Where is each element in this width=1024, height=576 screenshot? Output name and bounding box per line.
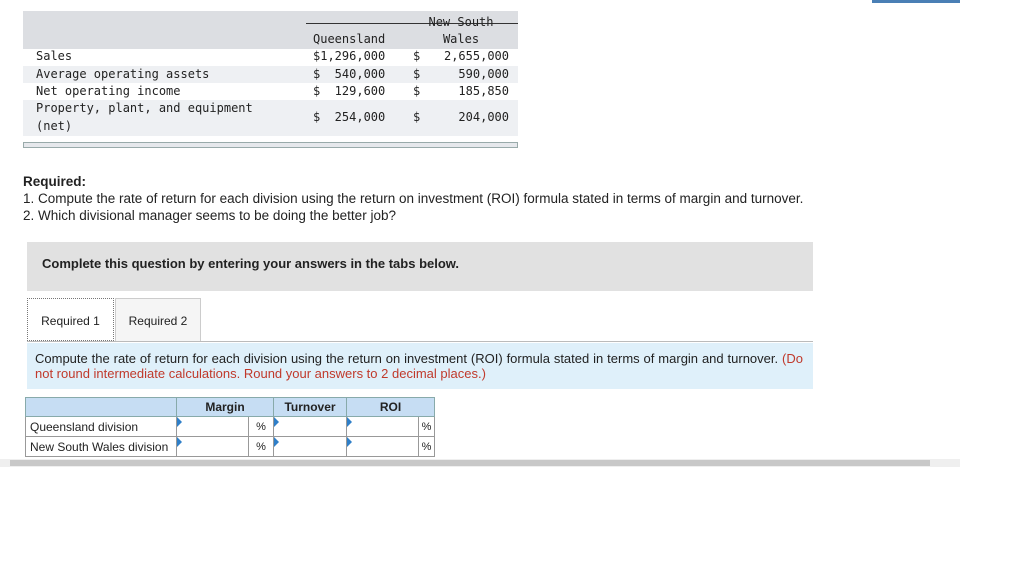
tab-required-1[interactable]: Required 1 — [27, 298, 114, 341]
tab-instruction — [27, 343, 813, 389]
nsw-sales: 2,655,000 — [443, 49, 509, 63]
nsw-ppe: 204,000 — [458, 110, 509, 124]
header-turnover: Turnover — [274, 398, 347, 417]
percent-sign: % — [249, 417, 274, 437]
percent-sign: % — [419, 437, 435, 457]
answer-grid — [25, 397, 435, 457]
queensland-income: $ 129,600 — [313, 84, 386, 98]
scrollbar-thumb[interactable] — [10, 460, 930, 466]
instruction-text: Compute the rate of return for each division using the return on investment (ROI) formula stated in terms of margin and turnover. — [35, 351, 779, 366]
required-item-2: 2. Which divisional manager seems to be doing the better job? — [23, 208, 396, 223]
percent-sign: % — [419, 417, 435, 437]
queensland-sales: $1,296,000 — [313, 49, 386, 63]
row-label-assets: Average operating assets — [36, 67, 210, 81]
required-section — [23, 173, 803, 224]
col-header-nsw-line1: New South — [428, 15, 494, 29]
nsw-margin-input[interactable] — [177, 438, 248, 456]
nsw-roi-input[interactable] — [347, 438, 418, 456]
division-data-table: New South Wales Queensland Sales $1,296,000 $ 2,655,000 Average operating assets $ 540,000 $ 590,000 Net operating income $ 129,600 $ 185,850 Property, plant, and equipment (net) $ 254,000 $ 204,000 — [23, 11, 518, 150]
banner-text: Complete this question by entering your answers in the tabs below. — [42, 256, 460, 271]
top-progress-bar — [872, 0, 960, 3]
rounding-note: (Do not round intermediate calculations. Round your answers to 2 decimal places.) — [35, 351, 803, 381]
queensland-roi-input[interactable] — [347, 418, 418, 436]
header-margin: Margin — [177, 398, 274, 417]
table-row — [26, 437, 435, 457]
nsw-assets: 590,000 — [458, 67, 509, 81]
queensland-ppe: $ 254,000 — [313, 110, 386, 124]
required-item-1: 1. Compute the rate of return for each division using the return on investment (ROI) formula stated in terms of margin and turnover. — [23, 191, 804, 206]
table-row — [26, 417, 435, 437]
required-heading: Required: — [23, 174, 87, 189]
col-header-queensland: Queensland — [313, 32, 386, 46]
nsw-turnover-input[interactable] — [274, 438, 346, 456]
col-header-nsw-line2: Wales — [442, 32, 480, 46]
row-label-income: Net operating income — [36, 84, 181, 98]
queensland-assets: $ 540,000 — [313, 67, 386, 81]
row-label-nsw: New South Wales division — [26, 437, 177, 457]
instruction-banner — [27, 242, 813, 291]
percent-sign: % — [249, 437, 274, 457]
row-label-ppe-net: (net) — [36, 119, 73, 133]
header-roi: ROI — [347, 398, 435, 417]
tab-required-2[interactable]: Required 2 — [115, 298, 201, 341]
row-label-sales: Sales — [36, 49, 73, 63]
row-label-ppe: Property, plant, and equipment — [36, 101, 253, 115]
queensland-margin-input[interactable] — [177, 418, 248, 436]
nsw-income: 185,850 — [458, 84, 509, 98]
row-label-queensland: Queensland division — [26, 417, 177, 437]
queensland-turnover-input[interactable] — [274, 418, 346, 436]
